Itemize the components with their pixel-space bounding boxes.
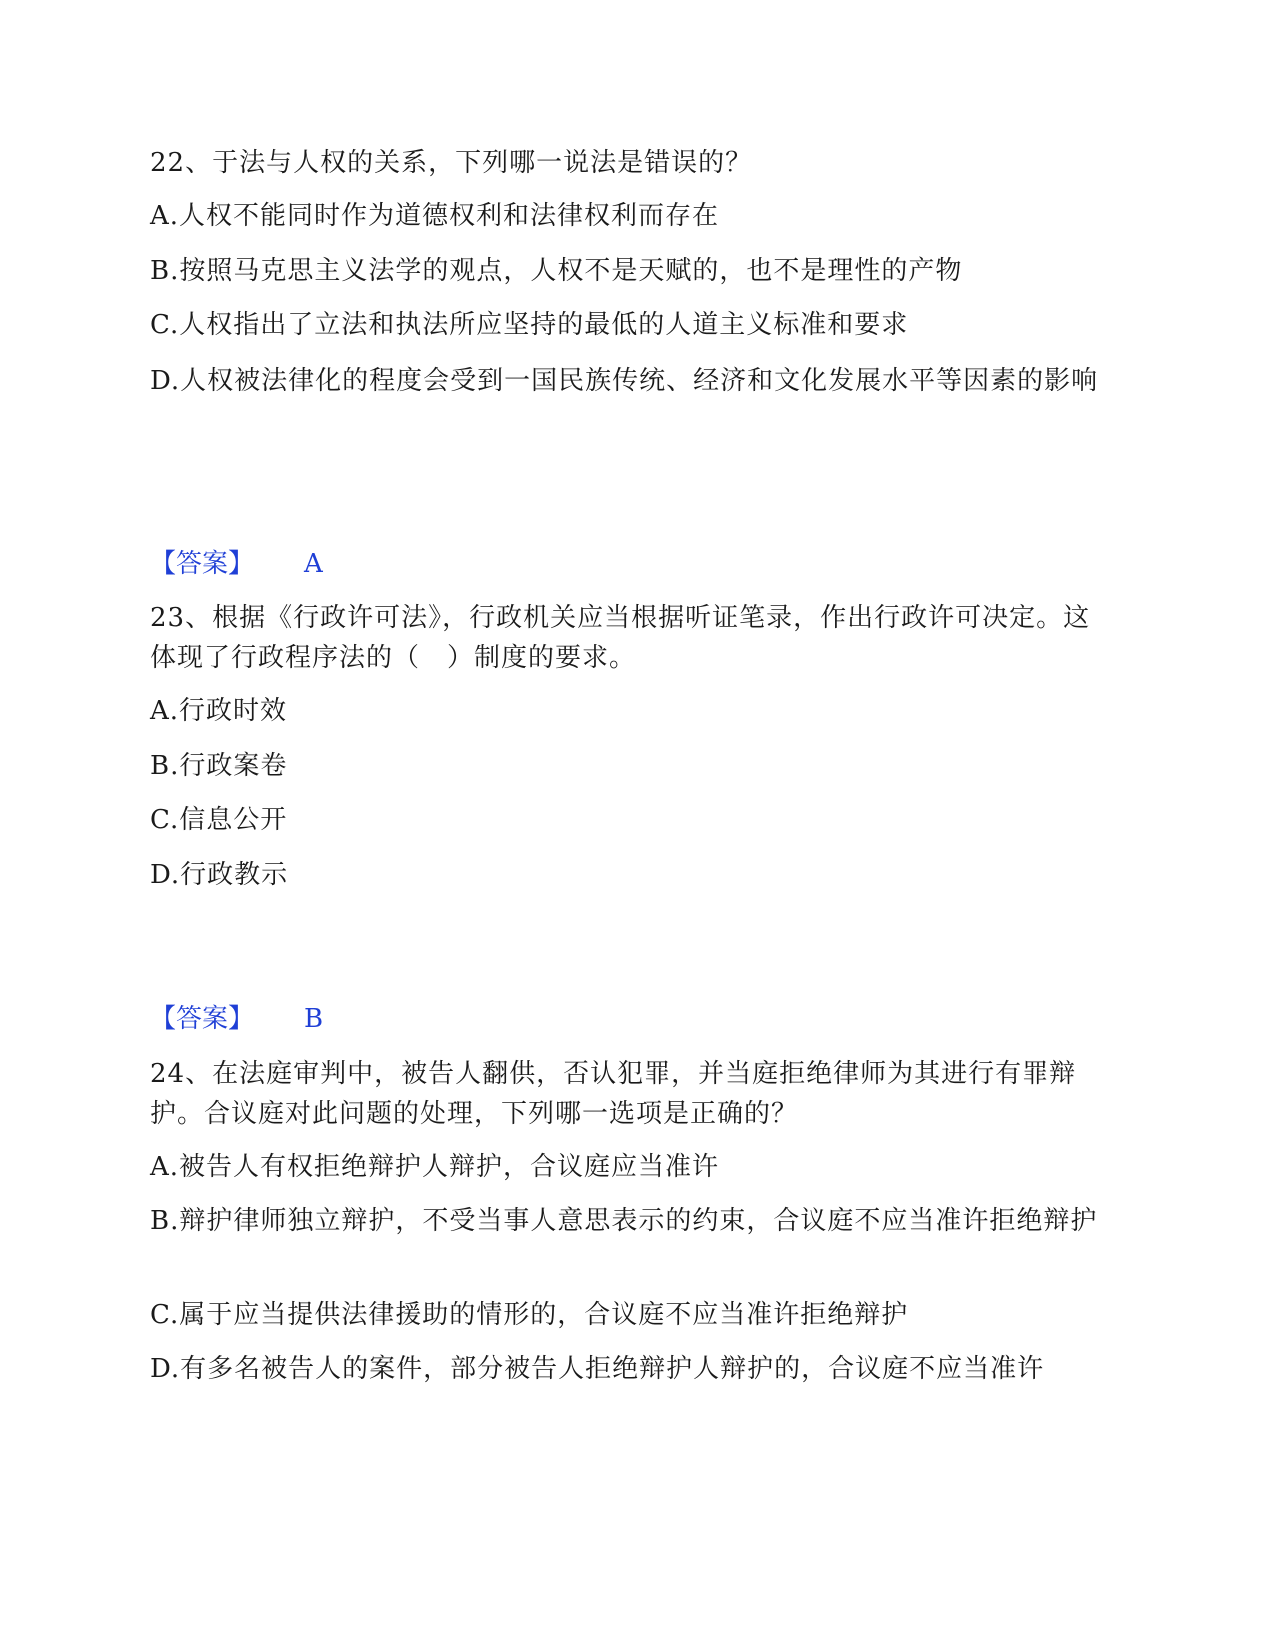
question-24-stem: 24、在法庭审判中，被告人翻供，否认犯罪，并当庭拒绝律师为其进行有罪辩护。合议庭对此问题的处理，下列哪一选项是正确的？ (150, 1059, 1077, 1129)
question-23-option-d: D.行政教示 (150, 860, 289, 890)
question-24-option-a: A.被告人有权拒绝辩护人辩护，合议庭应当准许 (150, 1152, 720, 1182)
question-23-option-b: B.行政案卷 (150, 751, 288, 781)
question-22-answer (150, 545, 323, 583)
question-22-option-d: D.人权被法律化的程度会受到一国民族传统、经济和文化发展水平等因素的影响 (150, 366, 1099, 396)
question-23-option-c: C.信息公开 (150, 805, 288, 835)
document-page (150, 0, 1115, 1650)
question-24-option-b: B.辩护律师独立辩护，不受当事人意思表示的约束，合议庭不应当准许拒绝辩护 (150, 1206, 1098, 1236)
question-24-option-c: C.属于应当提供法律援助的情形的，合议庭不应当准许拒绝辩护 (150, 1300, 909, 1330)
question-22-stem: 22、于法与人权的关系，下列哪一说法是错误的？ (150, 148, 753, 178)
question-22-option-c: C.人权指出了立法和执法所应坚持的最低的人道主义标准和要求 (150, 310, 909, 340)
question-24-option-d: D.有多名被告人的案件，部分被告人拒绝辩护人辩护的，合议庭不应当准许 (150, 1354, 1045, 1384)
answer-value: B (304, 1004, 324, 1034)
answer-label: 【答案】 (150, 1004, 255, 1034)
answer-value: A (304, 549, 323, 579)
answer-label: 【答案】 (150, 549, 255, 579)
question-23-option-a: A.行政时效 (150, 696, 288, 726)
question-22-option-b: B.按照马克思主义法学的观点，人权不是天赋的，也不是理性的产物 (150, 256, 963, 286)
question-22-option-a: A.人权不能同时作为道德权利和法律权利而存在 (150, 201, 720, 231)
question-23-answer (150, 1000, 323, 1038)
question-23-stem: 23、根据《行政许可法》，行政机关应当根据听证笔录，作出行政许可决定。这体现了行政程序法的（ ）制度的要求。 (150, 603, 1091, 673)
